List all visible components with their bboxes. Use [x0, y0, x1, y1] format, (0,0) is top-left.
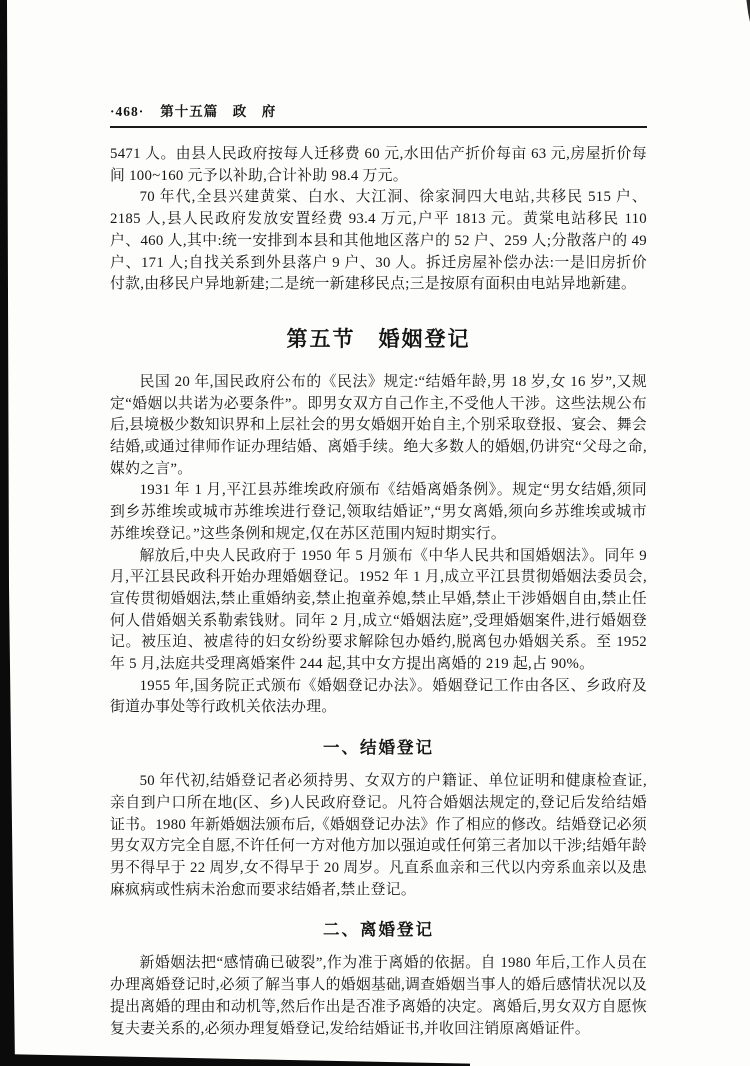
paragraph-continuation: 5471 人。由县人民政府按每人迁移费 60 元,水田估产折价每亩 63 元,房屋折价每间 100~160 元予以补助,合计补助 98.4 万元。 — [110, 146, 647, 184]
subsection-title-divorce: 二、离婚登记 — [323, 920, 434, 940]
scan-edge-left — [0, 0, 16, 1066]
paragraph: 70 年代,全县兴建黄棠、白水、大江洞、徐家洞四大电站,共移民 515 户、2185 人,县人民政府发放安置经费 93.4 万元,户平 1813 元。黄棠电站移民 110 户、460 人,其中:统一安排到本县和其他地区落户的 52 户、259 人;分散落户的 49 户、171 人;自找关系到外县落户 9 户、30 人。拆迁房屋补偿办法:一是旧房折价付款,由移民户异地新建;二是统一新建移民点;三是按原有面积由电站异地新建。 — [110, 189, 647, 293]
paragraph: 解放后,中央人民政府于 1950 年 5 月颁布《中华人民共和国婚姻法》。同年 9 月,平江县民政科开始办理婚姻登记。1952 年 1 月,成立平江县贯彻婚姻法委员会,宣传贯彻婚姻法,禁止重婚纳妾,禁止抱童养媳,禁止早婚,禁止干涉婚姻自由,禁止任何人借婚姻关系勒索钱财。同年 2 月,成立“婚姻法庭”,受理婚姻案件,进行婚姻登记。被压迫、被虐待的妇女纷纷要求解除包办婚约,脱离包办婚姻关系。至 1952 年 5 月,法庭共受理离婚案件 244 起,其中女方提出离婚的 219 起,占 90%。 — [110, 547, 647, 673]
paragraph: 民国 20 年,国民政府公布的《民法》规定:“结婚年龄,男 18 岁,女 16 岁”,又规定“婚姻以共诺为必要条件”。即男女双方自己作主,不受他人干涉。这些法规公布后,县境极少数知识界和上层社会的男女婚姻开始自主,个别采取登报、宴会、舞会结婚,或通过律师作证办理结婚、离婚手续。绝大多数人的婚姻,仍讲究“父母之命,媒妁之言”。 — [110, 373, 647, 477]
scan-edge-top-right — [744, 0, 750, 22]
paragraph: 1955 年,国务院正式颁布《婚姻登记办法》。婚姻登记工作由各区、乡政府及街道办事处等行政机关依法办理。 — [110, 677, 647, 716]
paragraph: 1931 年 1 月,平江县苏维埃政府颁布《结婚离婚条例》。规定“男女结婚,须同到乡苏维埃或城市苏维埃进行登记,领取结婚证”,“男女离婚,须向乡苏维埃或城市苏维埃登记。”这些条例和规定,仅在苏区范围内短时期实行。 — [110, 482, 647, 542]
subsection-title-marriage: 一、结婚登记 — [323, 738, 434, 758]
book-section-title: 第十五篇 政 府 — [160, 104, 277, 119]
page-content — [110, 100, 647, 1040]
section-title: 第五节 婚姻登记 — [286, 326, 471, 351]
paragraph: 新婚姻法把“感情确已破裂”,作为准于离婚的依据。自 1980 年后,工作人员在办理离婚登记时,必须了解当事人的婚姻基础,调查婚姻当事人的婚后感情状况以及提出离婚的理由和动机等,然后作出是否准予离婚的决定。离婚后,男女双方自愿恢复夫妻关系的,必须办理复婚登记,发给结婚证书,并收回注销原离婚证件。 — [110, 955, 647, 1037]
paragraph: 50 年代初,结婚登记者必须持男、女双方的户籍证、单位证明和健康检查证,亲自到户口所在地(区、乡)人民政府登记。凡符合婚姻法规定的,登记后发给结婚证书。1980 年新婚姻法颁布后,《婚姻登记办法》作了相应的修改。结婚登记必须男女双方完全自愿,不许任何一方对他方加以强迫或任何第三者加以干涉;结婚年龄男不得早于 22 周岁,女不得早于 20 周岁。凡直系血亲和三代以内旁系血亲以及患麻疯病或性病未治愈而要求结婚者,禁止登记。 — [110, 773, 647, 898]
page-header — [110, 100, 647, 120]
header-rule — [110, 126, 647, 128]
page-number: ·468· — [110, 104, 145, 119]
scan-edge-bottom — [0, 1054, 470, 1066]
